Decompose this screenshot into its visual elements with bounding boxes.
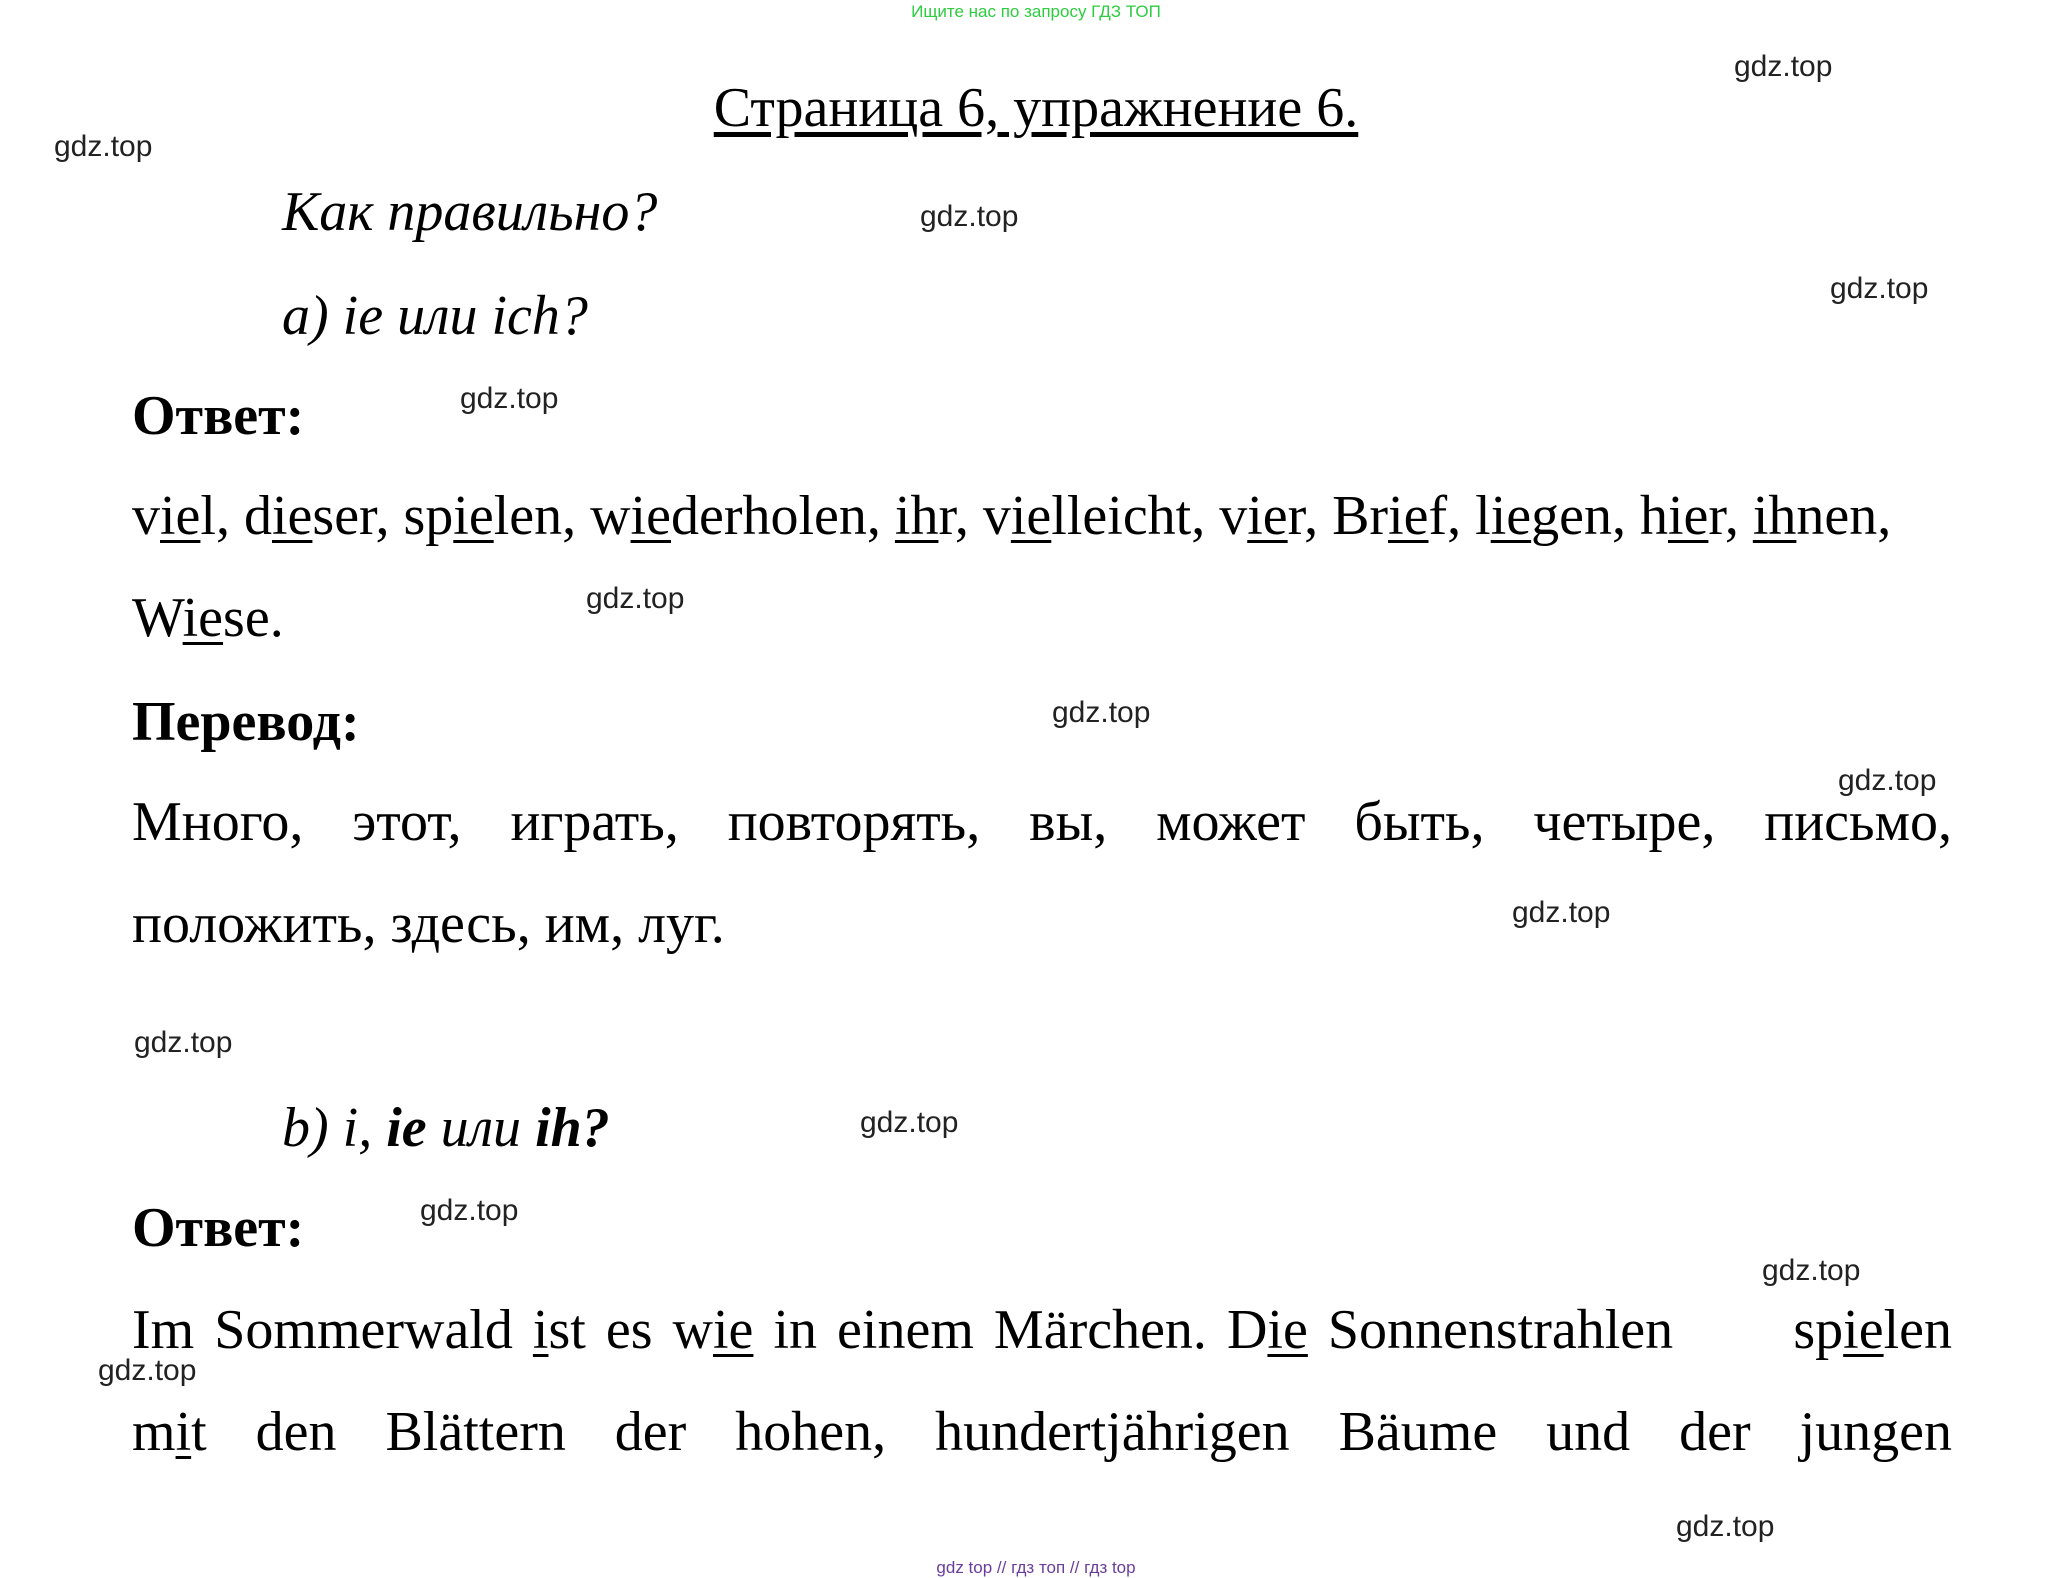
top-banner: Ищите нас по запросу ГДЗ ТОП [911,2,1161,21]
watermark: gdz.top [586,582,685,615]
watermark: gdz.top [54,130,153,163]
watermark: gdz.top [1830,272,1929,305]
page-title: Страница 6, упражнение 6. [713,77,1359,139]
answer-a-line-1: viel, dieser, spielen, wiederholen, ihr, vielleicht, vier, Brief, liegen, hier, ihnen, [132,485,1892,547]
watermark: gdz.top [920,200,1019,233]
translation-label: Перевод: [132,691,360,753]
watermark: gdz.top [134,1026,233,1059]
translation-line-2: положить, здесь, им, луг. [132,893,725,955]
question-heading: Как правильно? [282,181,658,243]
answer-b-line-2: mit den Blättern der hohen, hundertjährigen Bäume und der jungen [132,1401,1952,1463]
watermark: gdz.top [860,1106,959,1139]
part-b-heading: b) i, ie или ih? [282,1097,610,1159]
answer-b-line-1: Im Sommerwald ist es wie in einem Märchen. Die Sonnenstrahlen spielen [132,1299,1953,1361]
watermark: gdz.top [1512,896,1611,929]
answer-a-line-2: Wiese. [132,587,284,649]
watermark: gdz.top [1762,1254,1861,1287]
part-a-heading: а) ie или ich? [282,285,588,347]
watermark: gdz.top [460,382,559,415]
answer-a-label: Ответ: [132,385,305,447]
footer-links[interactable]: gdz top // гдз топ // гдз top [936,1558,1136,1577]
translation-line-1: Много, этот, играть, повторять, вы, может быть, четыре, письмо, [132,791,1952,853]
watermark: gdz.top [98,1354,197,1387]
watermark: gdz.top [1734,50,1833,83]
watermark: gdz.top [1052,696,1151,729]
watermark: gdz.top [420,1194,519,1227]
answer-b-label: Ответ: [132,1197,305,1259]
watermark: gdz.top [1676,1510,1775,1543]
watermark: gdz.top [1838,764,1937,797]
